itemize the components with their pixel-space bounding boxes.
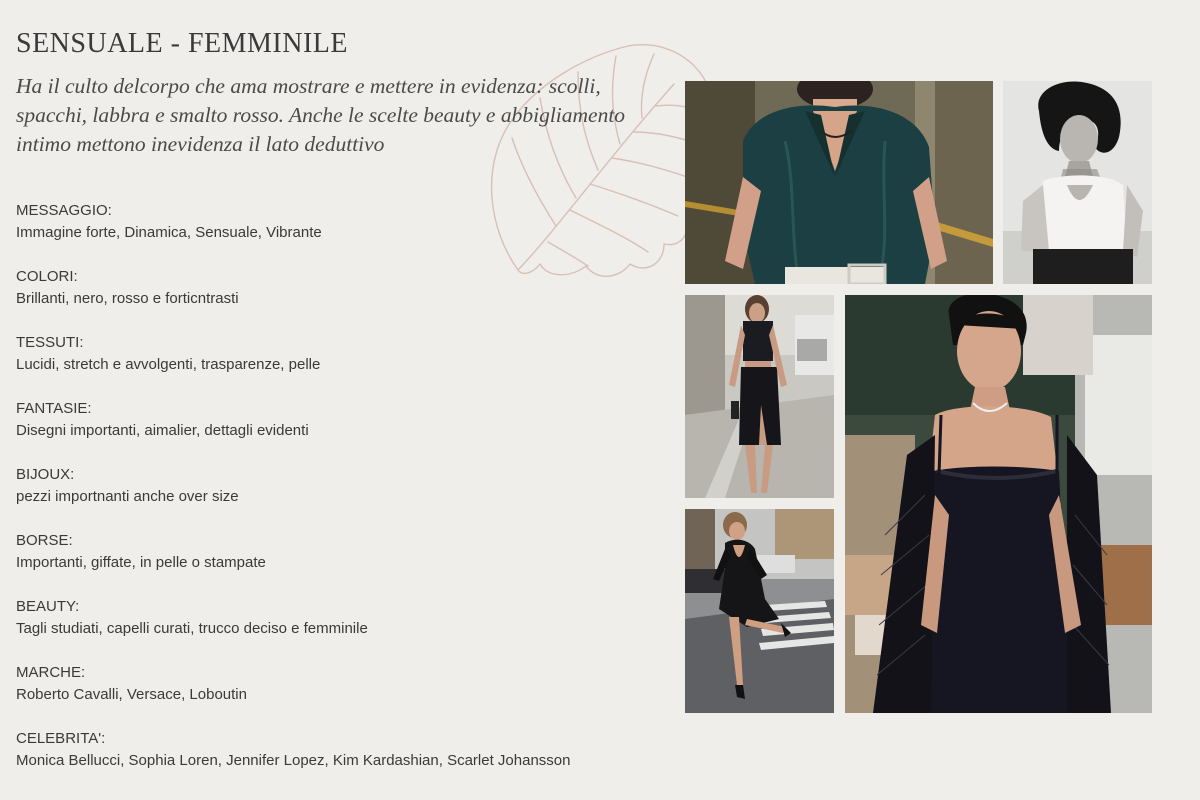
section-value: Disegni importanti, aimalier, dettagli evidenti [16, 422, 309, 439]
page-title: SENSUALE - FEMMINILE [16, 28, 348, 59]
section-label: CELEBRITA': [16, 730, 106, 747]
style-attributes-list [16, 200, 656, 794]
page-subtitle: Ha il culto delcorpo che ama mostrare e mettere in evidenza: scolli, spacchi, labbra e smalto rosso. Anche le scelte beauty e abbigliamento intimo mettono inevidenza il lato deduttivo [16, 74, 626, 156]
section-colori [16, 266, 656, 332]
section-messaggio [16, 200, 656, 266]
section-value: Tagli studiati, capelli curati, trucco deciso e femminile [16, 620, 368, 637]
section-label: FANTASIE: [16, 400, 92, 417]
section-label: BIJOUX: [16, 466, 75, 483]
section-label: COLORI: [16, 268, 78, 285]
section-value: pezzi importnanti anche over size [16, 488, 239, 505]
section-label: TESSUTI: [16, 334, 84, 351]
section-bijoux [16, 464, 656, 530]
section-borse [16, 530, 656, 596]
section-value: Lucidi, stretch e avvolgenti, trasparenze, pelle [16, 356, 321, 373]
section-value: Brillanti, nero, rosso e forticntrasti [16, 290, 239, 307]
section-fantasie [16, 398, 656, 464]
section-label: BEAUTY: [16, 598, 80, 615]
section-tessuti [16, 332, 656, 398]
section-value: Immagine forte, Dinamica, Sensuale, Vibrante [16, 224, 322, 241]
photo-vintage-bw-portrait [1003, 81, 1152, 284]
section-label: MESSAGGIO: [16, 202, 112, 219]
section-value: Monica Bellucci, Sophia Loren, Jennifer Lopez, Kim Kardashian, Scarlet Johansson [16, 752, 571, 769]
section-value: Importanti, giffate, in pelle o stampate [16, 554, 266, 571]
photo-street-style-velvet-skirt [685, 295, 834, 498]
photo-black-slip-dress [845, 295, 1152, 713]
photo-black-dress-crosswalk [685, 509, 834, 713]
section-marche [16, 662, 656, 728]
section-celebrita [16, 728, 656, 794]
section-label: MARCHE: [16, 664, 86, 681]
section-beauty [16, 596, 656, 662]
section-label: BORSE: [16, 532, 73, 549]
section-value: Roberto Cavalli, Versace, Loboutin [16, 686, 247, 703]
photo-green-satin-blouse [685, 81, 993, 284]
